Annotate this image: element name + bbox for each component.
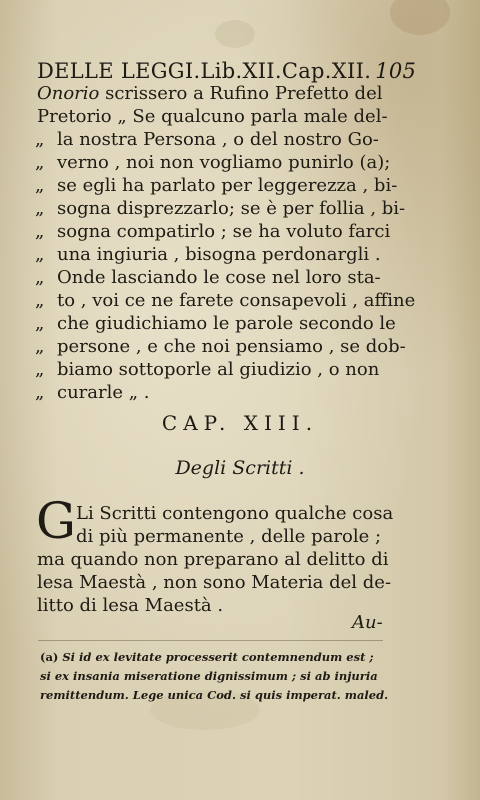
chapter-heading: CAP. XIII. bbox=[161, 411, 319, 435]
text-line bbox=[35, 244, 381, 266]
text-line bbox=[35, 152, 390, 174]
text-line bbox=[35, 290, 415, 312]
text-line bbox=[35, 382, 150, 404]
chapter-subtitle: Degli Scritti . bbox=[175, 457, 305, 479]
quote-mark: „ bbox=[35, 198, 45, 219]
page-number: 105 bbox=[375, 59, 417, 83]
line-roman: litto di lesa Maestà . bbox=[37, 595, 224, 616]
footnote-text: remittendum. Lege unica Cod. si quis imperat. maled. bbox=[40, 688, 389, 702]
line-roman: scrissero a Rufino Prefetto del bbox=[99, 83, 383, 104]
quote-mark: „ bbox=[35, 336, 45, 357]
footnote-line bbox=[40, 667, 378, 685]
line-roman: curarle „ . bbox=[57, 382, 150, 403]
line-roman: una ingiuria , bisogna perdonargli . bbox=[57, 244, 381, 265]
line-roman: la nostra Persona , o del nostro Go- bbox=[57, 129, 379, 150]
line-roman: sogna disprezzarlo; se è per follia , bi- bbox=[57, 198, 406, 219]
running-head-title: DELLE LEGGI.Lib.XII.Cap.XII. bbox=[37, 59, 372, 83]
line-roman: lesa Maestà , non sono Materia del de- bbox=[37, 572, 392, 593]
text-line bbox=[35, 175, 397, 197]
quote-mark: „ bbox=[35, 129, 45, 150]
quote-mark: „ bbox=[35, 359, 45, 380]
line-roman: persone , e che noi pensiamo , se dob- bbox=[57, 336, 406, 357]
text-line bbox=[35, 129, 379, 151]
line-roman: Onde lasciando le cose nel loro sta- bbox=[57, 267, 381, 288]
text-line bbox=[76, 503, 393, 525]
catchword: Au- bbox=[352, 612, 383, 633]
text-line bbox=[37, 83, 382, 105]
footnote-line bbox=[40, 648, 374, 666]
line-roman: che giudichiamo le parole secondo le bbox=[57, 313, 396, 334]
line-roman: biamo sottoporle al giudizio , o non bbox=[57, 359, 380, 380]
text-line bbox=[35, 336, 406, 358]
text-line bbox=[76, 526, 381, 548]
line-roman: Li Scritti contengono qualche cosa bbox=[76, 503, 394, 524]
text-line bbox=[37, 549, 389, 571]
line-roman: sogna compatirlo ; se ha voluto farci bbox=[57, 221, 391, 242]
footnote-text: Si id ex levitate processerit contemnendum est ; bbox=[62, 650, 374, 664]
line-roman: ma quando non preparano al delitto di bbox=[37, 549, 389, 570]
line-roman: di più permanente , delle parole ; bbox=[76, 526, 382, 547]
footnote-line bbox=[40, 686, 388, 704]
quote-mark: „ bbox=[35, 313, 45, 334]
quote-mark: „ bbox=[35, 267, 45, 288]
text-line bbox=[35, 221, 390, 243]
quote-mark: „ bbox=[35, 175, 45, 196]
quote-mark: „ bbox=[35, 244, 45, 265]
line-roman: se egli ha parlato per leggerezza , bi- bbox=[57, 175, 398, 196]
footnote-text: si ex insania miseratione dignissimum ; si ab injuria bbox=[40, 669, 378, 683]
quote-mark: „ bbox=[35, 382, 45, 403]
text-line bbox=[37, 106, 388, 128]
text-line bbox=[35, 359, 379, 381]
line-roman: Pretorio „ Se qualcuno parla male del- bbox=[37, 106, 388, 127]
text-line bbox=[35, 313, 396, 335]
footnote-rule bbox=[38, 640, 383, 641]
line-italic: Onorio bbox=[37, 83, 100, 104]
quote-mark: „ bbox=[35, 290, 45, 311]
footnote-mark: (a) bbox=[40, 650, 59, 664]
line-roman: verno , noi non vogliamo punirlo (a); bbox=[57, 152, 391, 173]
text-line bbox=[37, 572, 391, 594]
line-roman: to , voi ce ne farete consapevoli , affine bbox=[57, 290, 416, 311]
quote-mark: „ bbox=[35, 221, 45, 242]
text-line bbox=[35, 198, 405, 220]
running-head bbox=[37, 59, 416, 83]
quote-mark: „ bbox=[35, 152, 45, 173]
text-line bbox=[35, 267, 381, 289]
text-line bbox=[37, 595, 223, 617]
drop-cap: G bbox=[36, 492, 76, 550]
